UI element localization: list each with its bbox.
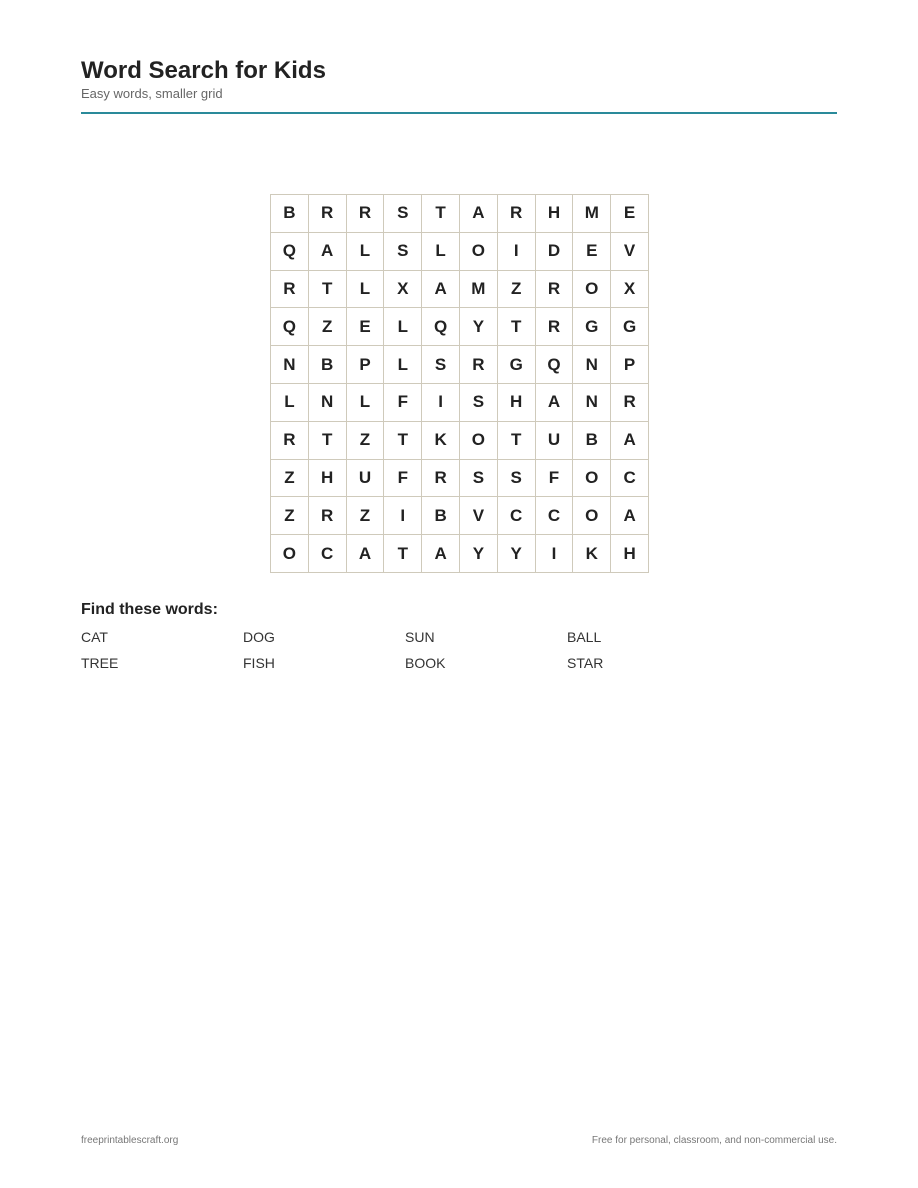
- grid-cell: T: [384, 535, 422, 573]
- grid-cell: G: [498, 346, 536, 384]
- grid-cell: D: [536, 233, 574, 271]
- grid-cell: T: [422, 195, 460, 233]
- grid-cell: R: [347, 195, 385, 233]
- grid-cell: O: [573, 497, 611, 535]
- grid-cell: L: [347, 271, 385, 309]
- grid-cell: R: [498, 195, 536, 233]
- grid-cell: L: [422, 233, 460, 271]
- word-list-item: BALL: [567, 629, 602, 645]
- grid-cell: E: [611, 195, 649, 233]
- grid-cell: Y: [460, 535, 498, 573]
- grid-cell: L: [384, 346, 422, 384]
- word-list-item: DOG: [243, 629, 275, 645]
- grid-cell: R: [536, 308, 574, 346]
- grid-cell: C: [498, 497, 536, 535]
- grid-cell: R: [422, 460, 460, 498]
- grid-cell: A: [536, 384, 574, 422]
- word-list-heading: Find these words:: [81, 601, 218, 618]
- grid-cell: Y: [498, 535, 536, 573]
- word-list-item: BOOK: [405, 655, 446, 671]
- grid-cell: G: [611, 308, 649, 346]
- grid-cell: I: [422, 384, 460, 422]
- grid-cell: Y: [460, 308, 498, 346]
- grid-cell: M: [573, 195, 611, 233]
- grid-cell: Z: [498, 271, 536, 309]
- word-list-item: CAT: [81, 629, 108, 645]
- word-list-item: TREE: [81, 655, 119, 671]
- grid-cell: T: [309, 422, 347, 460]
- page-subtitle: Easy words, smaller grid: [81, 86, 223, 101]
- grid-cell: B: [422, 497, 460, 535]
- grid-cell: C: [611, 460, 649, 498]
- grid-cell: O: [573, 271, 611, 309]
- word-list-item: SUN: [405, 629, 435, 645]
- grid-cell: Z: [347, 497, 385, 535]
- grid-cell: R: [271, 271, 309, 309]
- grid-cell: L: [271, 384, 309, 422]
- grid-cell: F: [384, 460, 422, 498]
- page-title: Word Search for Kids: [81, 57, 326, 84]
- grid-cell: A: [422, 535, 460, 573]
- grid-cell: E: [347, 308, 385, 346]
- grid-cell: H: [309, 460, 347, 498]
- grid-cell: U: [347, 460, 385, 498]
- word-list-item: STAR: [567, 655, 604, 671]
- grid-cell: I: [498, 233, 536, 271]
- grid-cell: N: [573, 384, 611, 422]
- grid-cell: A: [611, 422, 649, 460]
- grid-cell: T: [309, 271, 347, 309]
- grid-cell: B: [573, 422, 611, 460]
- grid-cell: L: [347, 384, 385, 422]
- grid-cell: L: [384, 308, 422, 346]
- grid-cell: R: [536, 271, 574, 309]
- grid-cell: R: [271, 422, 309, 460]
- grid-cell: U: [536, 422, 574, 460]
- grid-cell: O: [271, 535, 309, 573]
- grid-cell: B: [271, 195, 309, 233]
- grid-cell: X: [611, 271, 649, 309]
- page-footer: [81, 1134, 837, 1148]
- grid-cell: F: [384, 384, 422, 422]
- grid-cell: H: [536, 195, 574, 233]
- grid-cell: Z: [271, 460, 309, 498]
- grid-cell: Q: [271, 233, 309, 271]
- grid-cell: T: [384, 422, 422, 460]
- grid-cell: P: [347, 346, 385, 384]
- grid-cell: H: [498, 384, 536, 422]
- grid-cell: S: [384, 195, 422, 233]
- grid-cell: O: [573, 460, 611, 498]
- grid-cell: N: [573, 346, 611, 384]
- grid-cell: Q: [536, 346, 574, 384]
- grid-cell: R: [611, 384, 649, 422]
- grid-cell: R: [460, 346, 498, 384]
- grid-cell: Q: [422, 308, 460, 346]
- grid-cell: S: [384, 233, 422, 271]
- grid-cell: I: [384, 497, 422, 535]
- grid-cell: N: [309, 384, 347, 422]
- footer-license: Free for personal, classroom, and non-commercial use.: [591, 1135, 837, 1146]
- word-search-grid: [270, 194, 649, 573]
- grid-cell: A: [422, 271, 460, 309]
- grid-cell: A: [347, 535, 385, 573]
- grid-cell: L: [347, 233, 385, 271]
- grid-cell: X: [384, 271, 422, 309]
- grid-cell: S: [422, 346, 460, 384]
- grid-cell: N: [271, 346, 309, 384]
- grid-cell: F: [536, 460, 574, 498]
- grid-cell: R: [309, 497, 347, 535]
- grid-cell: C: [309, 535, 347, 573]
- grid-cell: T: [498, 308, 536, 346]
- grid-cell: Z: [271, 497, 309, 535]
- word-list-item: FISH: [243, 655, 275, 671]
- grid-cell: V: [611, 233, 649, 271]
- grid-cell: K: [422, 422, 460, 460]
- grid-cell: H: [611, 535, 649, 573]
- grid-cell: A: [460, 195, 498, 233]
- grid-cell: C: [536, 497, 574, 535]
- grid-cell: R: [309, 195, 347, 233]
- grid-cell: T: [498, 422, 536, 460]
- word-list: [81, 628, 729, 680]
- grid-cell: P: [611, 346, 649, 384]
- grid-cell: Z: [309, 308, 347, 346]
- grid-cell: M: [460, 271, 498, 309]
- grid-cell: S: [498, 460, 536, 498]
- grid-cell: O: [460, 422, 498, 460]
- grid-cell: I: [536, 535, 574, 573]
- grid-cell: K: [573, 535, 611, 573]
- grid-cell: G: [573, 308, 611, 346]
- grid-cell: E: [573, 233, 611, 271]
- grid-cell: Q: [271, 308, 309, 346]
- grid-cell: A: [611, 497, 649, 535]
- grid-cell: S: [460, 384, 498, 422]
- grid-cell: A: [309, 233, 347, 271]
- grid-cell: V: [460, 497, 498, 535]
- grid-cell: S: [460, 460, 498, 498]
- grid-cell: O: [460, 233, 498, 271]
- footer-site: freeprintablescraft.org: [81, 1135, 179, 1146]
- grid-cell: Z: [347, 422, 385, 460]
- page-header: [81, 57, 837, 114]
- grid-cell: B: [309, 346, 347, 384]
